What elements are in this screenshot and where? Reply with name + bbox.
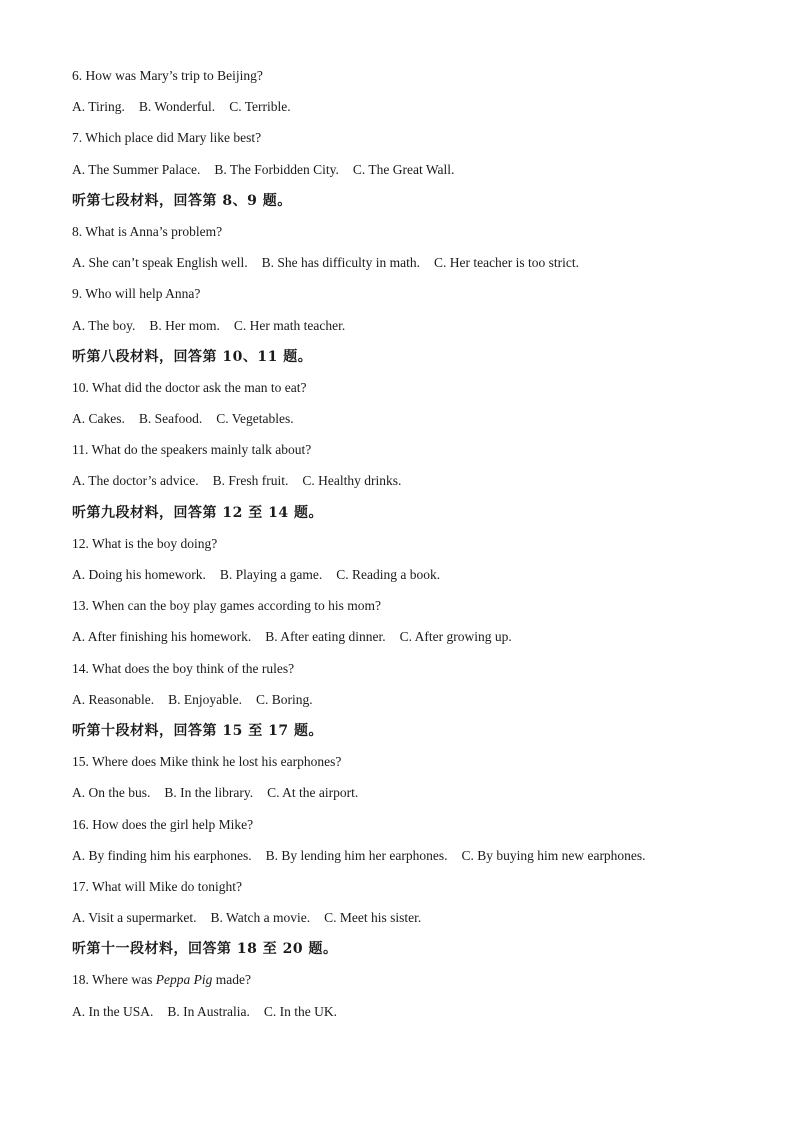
- section-heading: 听第八段材料，回答第 10、11 题。: [72, 348, 313, 365]
- answer-option: C. Her math teacher.: [233, 317, 346, 333]
- answer-option: A. The boy.: [72, 317, 136, 333]
- answer-option: A. Doing his homework.: [72, 567, 206, 582]
- answer-option: C. At the airport.: [267, 785, 359, 801]
- answer-options: [72, 95, 752, 126]
- answer-options: [72, 688, 752, 719]
- answer-option: B. Enjoyable.: [168, 691, 242, 707]
- question-text: [72, 968, 752, 999]
- answer-options: [72, 314, 752, 345]
- answer-option: C. Terrible.: [229, 99, 291, 115]
- answer-option: A. On the bus.: [72, 785, 151, 801]
- question-text: 16. How does the girl help Mike?: [72, 816, 254, 832]
- answer-options: [72, 844, 752, 875]
- question-text: 13. When can the boy play games according to his mom?: [72, 598, 382, 614]
- answer-option: A. The Summer Palace.: [72, 161, 201, 177]
- answer-option: B. The Forbidden City.: [214, 161, 339, 177]
- answer-options: [72, 625, 752, 656]
- answer-option: C. Vegetables.: [216, 411, 294, 427]
- answer-option: A. The doctor’s advice.: [72, 473, 199, 489]
- question-text: 17. What will Mike do tonight?: [72, 878, 242, 894]
- answer-options: [72, 781, 752, 812]
- answer-option: B. She has difficulty in math.: [261, 255, 420, 271]
- question-text: 7. Which place did Mary like best?: [72, 130, 262, 146]
- question-text: 9. Who will help Anna?: [72, 286, 201, 302]
- answer-options: [72, 1000, 752, 1031]
- answer-option: B. Playing a game.: [219, 567, 323, 582]
- answer-option: C. In the UK.: [263, 1003, 337, 1019]
- answer-options: [72, 158, 752, 189]
- answer-option: A. Reasonable.: [72, 691, 155, 707]
- answer-option: B. Her mom.: [149, 317, 220, 333]
- answer-option: C. The Great Wall.: [352, 161, 455, 177]
- answer-options: [72, 469, 752, 500]
- answer-option: B. In the library.: [164, 785, 254, 801]
- question-text: 8. What is Anna’s problem?: [72, 223, 223, 239]
- question-text-part: made?: [212, 972, 251, 988]
- answer-option: B. After eating dinner.: [265, 629, 386, 645]
- answer-option: B. Fresh fruit.: [212, 473, 289, 489]
- question-text: 6. How was Mary’s trip to Beijing?: [72, 68, 263, 83]
- answer-option: C. By buying him new earphones.: [461, 847, 646, 863]
- answer-option: B. Wonderful.: [138, 99, 216, 115]
- exam-page: [72, 64, 752, 1031]
- answer-option: A. In the USA.: [72, 1003, 154, 1019]
- answer-option: A. Cakes.: [72, 411, 125, 427]
- answer-option: A. By finding him his earphones.: [72, 847, 252, 863]
- answer-option: C. Reading a book.: [336, 567, 441, 582]
- answer-option: B. Watch a movie.: [210, 910, 311, 926]
- question-text: 14. What does the boy think of the rules?: [72, 660, 295, 676]
- section-heading: 听第十一段材料，回答第 18 至 20 题。: [72, 941, 338, 958]
- answer-option: C. Healthy drinks.: [302, 473, 402, 489]
- answer-options: [72, 563, 752, 594]
- answer-option: B. In Australia.: [167, 1003, 250, 1019]
- answer-option: C. Her teacher is too strict.: [433, 255, 580, 271]
- answer-option: C. Boring.: [255, 691, 313, 707]
- answer-option: C. After growing up.: [399, 629, 512, 645]
- question-text: 10. What did the doctor ask the man to eat?: [72, 379, 307, 395]
- answer-option: B. By lending him her earphones.: [265, 847, 448, 863]
- answer-option: B. Seafood.: [138, 411, 203, 427]
- answer-options: [72, 407, 752, 438]
- answer-options: [72, 251, 752, 282]
- section-heading: 听第九段材料，回答第 12 至 14 题。: [72, 504, 323, 521]
- answer-option: A. Visit a supermarket.: [72, 910, 197, 926]
- question-text-part: 18. Where was: [72, 972, 156, 988]
- question-text: 11. What do the speakers mainly talk about?: [72, 442, 312, 458]
- question-text: 15. Where does Mike think he lost his earphones?: [72, 754, 342, 770]
- answer-option: A. Tiring.: [72, 99, 125, 115]
- question-text: 12. What is the boy doing?: [72, 535, 218, 551]
- answer-option: C. Meet his sister.: [324, 910, 422, 926]
- answer-options: [72, 906, 752, 937]
- section-heading: 听第十段材料，回答第 15 至 17 题。: [72, 722, 323, 739]
- answer-option: A. After finishing his homework.: [72, 629, 252, 645]
- section-heading: 听第七段材料，回答第 8、9 题。: [72, 192, 292, 209]
- question-title-italic: Peppa Pig: [155, 972, 213, 988]
- answer-option: A. She can’t speak English well.: [72, 255, 248, 271]
